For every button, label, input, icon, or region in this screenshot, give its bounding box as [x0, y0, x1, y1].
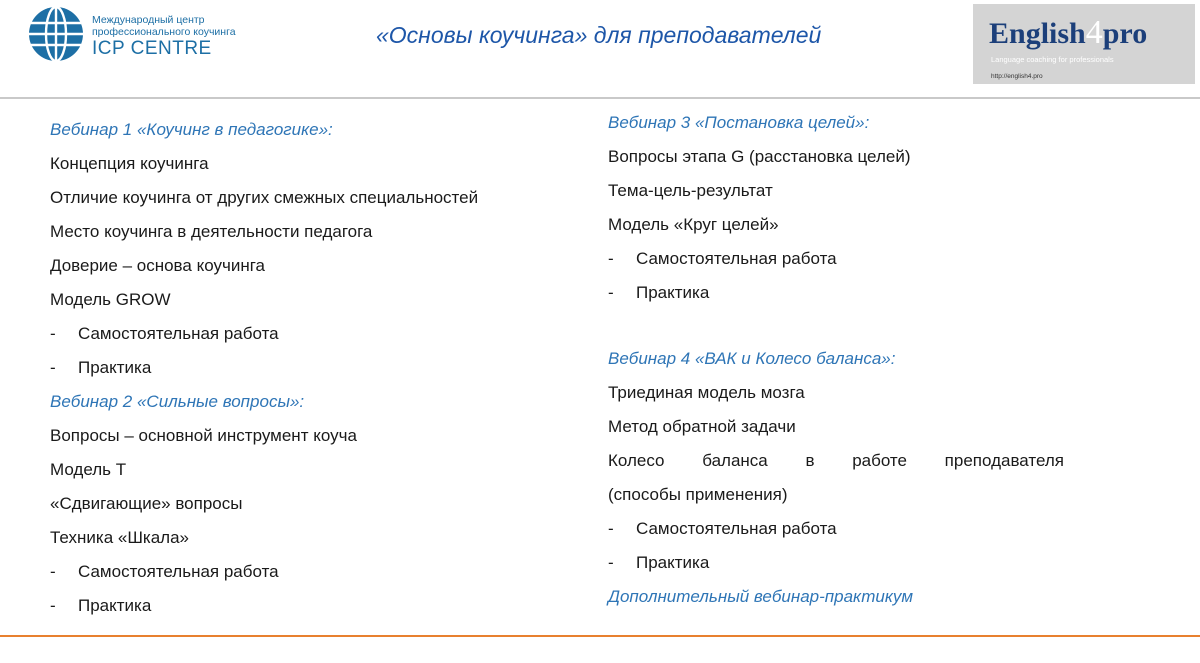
- dash: -: [608, 553, 614, 572]
- webinar-4-item: Триединая модель мозга: [608, 383, 805, 402]
- bullet-text: Самостоятельная работа: [78, 562, 279, 581]
- extra-webinar-heading: Дополнительный вебинар-практикум: [608, 587, 914, 606]
- webinar-1-bullet: [50, 317, 590, 351]
- bullet-text: Практика: [78, 358, 152, 377]
- webinar-1-item: Отличие коучинга от других смежных специальностей: [50, 188, 479, 207]
- dash: -: [50, 596, 56, 615]
- webinar-3-item: Вопросы этапа G (расстановка целей): [608, 147, 911, 166]
- english4pro-brand: [989, 16, 1147, 51]
- webinar-1-item: Концепция коучинга: [50, 154, 209, 173]
- dash: -: [50, 562, 56, 581]
- webinar-4-bullet: [608, 546, 1066, 580]
- left-column: [50, 113, 590, 623]
- webinar-2-item: «Сдвигающие» вопросы: [50, 494, 243, 513]
- webinar-4-justified-item: [608, 444, 1064, 478]
- webinar-2-bullet: [50, 555, 590, 589]
- bullet-text: Самостоятельная работа: [78, 324, 279, 343]
- english4pro-tagline: Language coaching for professionals: [991, 55, 1114, 64]
- dash: -: [50, 324, 56, 343]
- dash: -: [50, 358, 56, 377]
- section-spacer: [608, 310, 1066, 342]
- word: в: [805, 451, 815, 470]
- webinar-2-item: Модель T: [50, 460, 127, 479]
- header-divider: [0, 97, 1200, 99]
- webinar-2-item: Техника «Шкала»: [50, 528, 190, 547]
- icp-line1: Международный центр: [92, 14, 205, 26]
- bullet-text: Самостоятельная работа: [636, 249, 837, 268]
- webinar-3-item: Тема-цель-результат: [608, 181, 773, 200]
- webinar-3-bullet: [608, 276, 1066, 310]
- webinar-1-item: Доверие – основа коучинга: [50, 256, 265, 275]
- page-title: «Основы коучинга» для преподавателей: [376, 22, 822, 48]
- webinar-1-item: Место коучинга в деятельности педагога: [50, 222, 373, 241]
- icp-centre-logo: [26, 4, 266, 66]
- webinar-3-heading: Вебинар 3 «Постановка целей»:: [608, 113, 870, 132]
- webinar-2-item: Вопросы – основной инструмент коуча: [50, 426, 357, 445]
- word: баланса: [702, 451, 768, 470]
- brand-part-four: 4: [1085, 14, 1103, 51]
- dash: -: [608, 283, 614, 302]
- webinar-4-bullet: [608, 512, 1066, 546]
- webinar-4-item-continuation: (способы применения): [608, 485, 788, 504]
- bullet-text: Практика: [78, 596, 152, 615]
- bullet-text: Самостоятельная работа: [636, 519, 837, 538]
- header: [0, 0, 1200, 98]
- webinar-4-heading: Вебинар 4 «ВАК и Колесо баланса»:: [608, 349, 896, 368]
- dash: -: [608, 249, 614, 268]
- webinar-1-heading: Вебинар 1 «Коучинг в педагогике»:: [50, 120, 333, 139]
- icp-line2: профессионального коучинга: [92, 26, 236, 38]
- brand-part-pro: pro: [1102, 17, 1148, 50]
- webinar-1-bullet: [50, 351, 590, 385]
- webinar-1-item: Модель GROW: [50, 290, 171, 309]
- bullet-text: Практика: [636, 553, 710, 572]
- bullet-text: Практика: [636, 283, 710, 302]
- word: Колесо: [608, 451, 665, 470]
- webinar-3-bullet: [608, 242, 1066, 276]
- webinar-3-item: Модель «Круг целей»: [608, 215, 779, 234]
- word: преподавателя: [944, 451, 1064, 470]
- english4pro-url: http://english4.pro: [991, 73, 1043, 80]
- icp-name: ICP CENTRE: [92, 38, 212, 59]
- english4pro-logo: [973, 4, 1195, 84]
- right-column: [608, 106, 1066, 614]
- word: работе: [852, 451, 907, 470]
- webinar-4-item: Метод обратной задачи: [608, 417, 796, 436]
- brand-part-english: English: [989, 17, 1086, 50]
- dash: -: [608, 519, 614, 538]
- globe-icon: [26, 4, 86, 64]
- webinar-2-heading: Вебинар 2 «Сильные вопросы»:: [50, 392, 305, 411]
- webinar-2-bullet: [50, 589, 590, 623]
- footer-accent-line: [0, 635, 1200, 637]
